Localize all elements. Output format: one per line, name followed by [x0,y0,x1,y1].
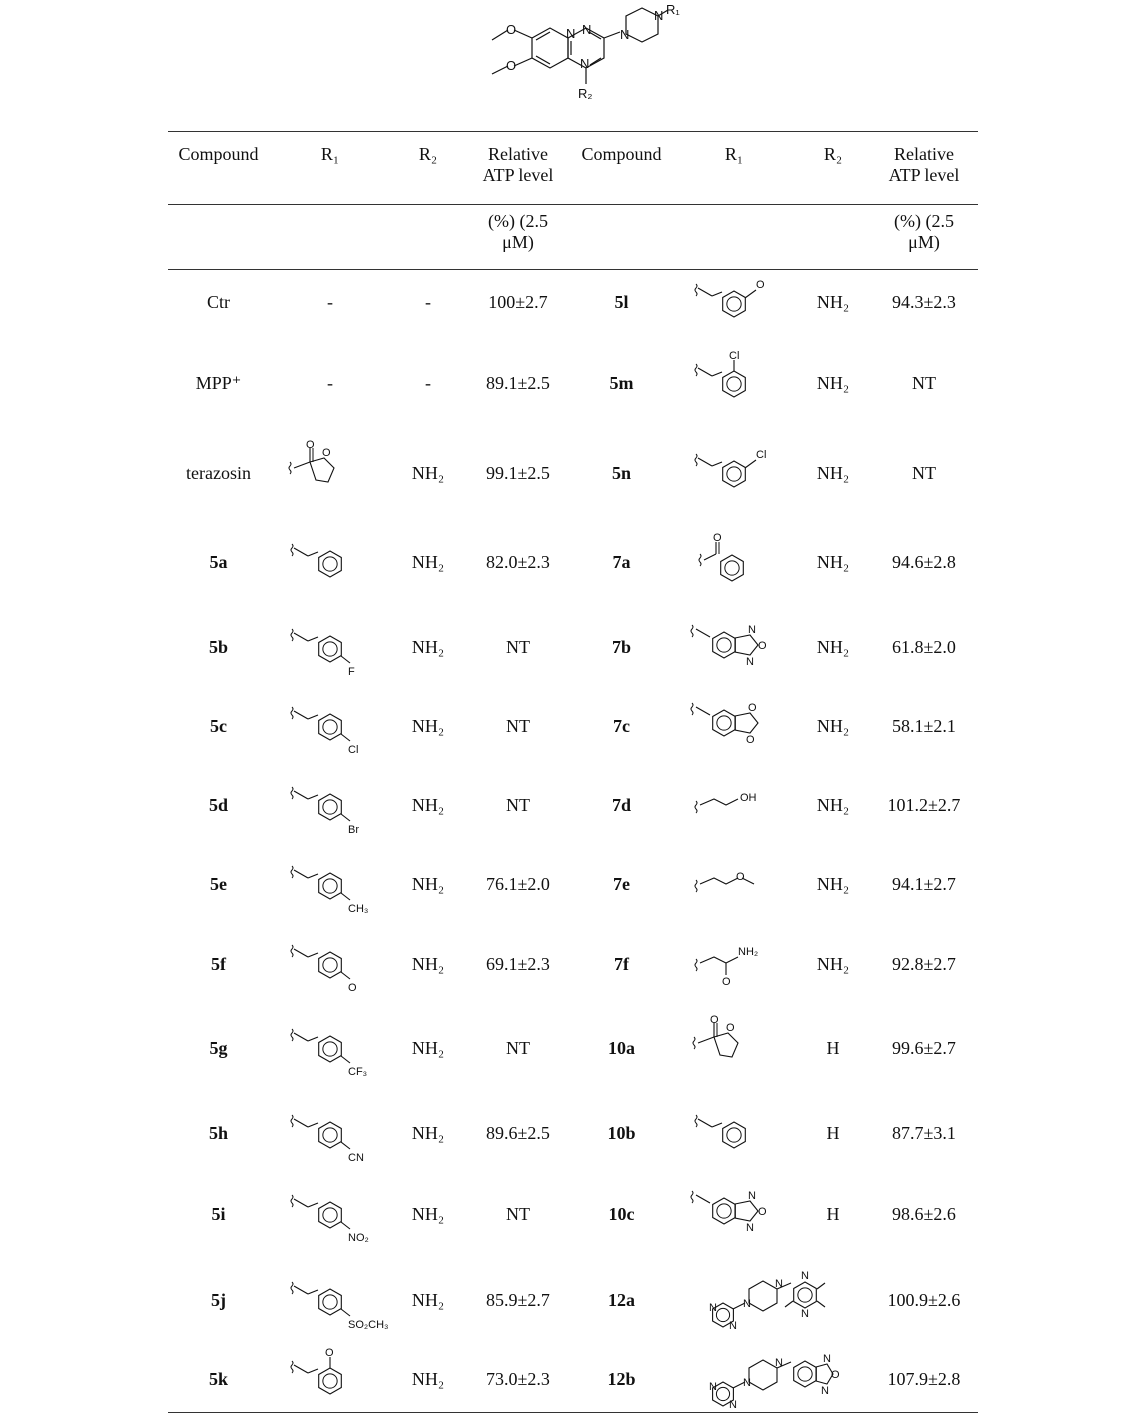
r1-cell [672,431,796,516]
r1-cell [672,270,796,336]
r1-cell: - [327,372,333,393]
compound-cell: 5e [210,874,227,894]
nitrogen-label: N [746,655,754,668]
r2-cell: NH₂ [411,1123,445,1143]
atp-cell: NT [506,1203,530,1224]
table-row [168,686,978,767]
r2-cell: - [425,372,431,393]
atp-cell: 89.1±2.5 [486,372,550,393]
r1-structure-drawing [280,854,380,916]
unit-line1: (%) (2.5 [488,211,548,231]
atp-cell: 100±2.7 [488,292,548,313]
r1-cell [269,516,391,610]
r1-cell [269,845,391,925]
header-atp-line2: ATP level [888,165,960,185]
r1-structure-drawing [684,617,784,679]
substituent-label: CN [348,1151,364,1164]
header-row [168,132,978,205]
atp-cell: 107.9±2.8 [887,1369,961,1389]
substituent-label: O [348,982,357,994]
compound-cell: 5j [211,1290,226,1310]
nitrogen-label: N [823,1352,831,1365]
r2-cell: NH₂ [411,1369,445,1389]
r1-structure-drawing [684,854,784,916]
r1-structure-drawing [280,775,380,837]
atp-cell: 100.9±2.6 [887,1290,961,1310]
atp-cell: NT [912,462,936,483]
nitrogen-label: N [775,1356,783,1369]
compound-cell: 7e [613,874,630,894]
nitrogen-label: N [743,1297,751,1310]
r2-cell: - [425,292,431,313]
substituent-label: O [325,1346,334,1359]
compound-cell: 7c [613,715,630,736]
atp-cell: 82.0±2.3 [486,552,550,572]
r2-cell: NH₂ [411,1203,445,1224]
compound-cell: MPP⁺ [195,372,242,393]
table-row [168,1254,978,1348]
r1-cell [269,686,391,767]
table-row [168,336,978,431]
r1-structure-drawing [280,617,380,679]
oxygen-label: O [748,702,757,714]
r2-cell: NH₂ [411,1037,445,1058]
nitrogen-label: N [801,1269,809,1282]
substituent-label: NO₂ [348,1232,369,1244]
compound-cell: 5b [208,637,228,657]
r1-cell [672,610,796,686]
atp-table [168,131,978,1413]
r1-cell [269,1348,391,1413]
r2-cell: NH₂ [411,637,445,657]
substituent-label: CF₃ [348,1066,368,1078]
scaffold-structure [470,0,680,108]
r1-structure-drawing [280,1270,389,1332]
r1-structure-drawing [684,1014,784,1079]
table-body [168,270,978,1413]
nitrogen-label: N [729,1319,737,1332]
nitrogen-label: N [729,1398,737,1411]
scaffold-n5: N [654,8,664,23]
oxygen-label: O [710,1014,719,1026]
scaffold-n3: N [580,56,590,71]
r2-cell: NH₂ [411,715,445,736]
r1-structure-drawing [684,532,784,594]
r1-structure-drawing [701,1269,841,1333]
oxygen-label: O [306,439,315,451]
nitrogen-label: N [801,1307,809,1320]
compound-cell: 7b [611,637,631,657]
r1-structure-drawing [280,532,380,594]
r1-cell [269,1004,391,1093]
header-r2: R₂ [391,132,465,205]
nitrogen-label: N [743,1376,751,1389]
header-r1: R₁ [269,132,391,205]
r1-cell [269,767,391,845]
header-r1-2: R₁ [672,132,796,205]
atp-cell: NT [506,715,530,736]
header-atp [465,132,571,205]
r1-cell: - [327,292,333,313]
table-row [168,925,978,1004]
nitrogen-label: N [821,1384,829,1397]
substituent-label: Cl [756,449,767,461]
r1-structure-drawing [684,775,784,837]
substituent-label: Cl [348,744,359,756]
r1-cell [672,686,796,767]
r2-cell: NH₂ [816,874,850,894]
compound-cell: 5d [208,795,228,815]
r2-cell: NH₂ [816,953,850,974]
unit-line2: μM) [908,232,940,252]
r2-cell: NH₂ [411,1290,445,1310]
table-row [168,767,978,845]
table-row [168,1175,978,1254]
r2-cell: NH₂ [411,552,445,572]
oxygen-label: O [746,734,755,746]
r1-cell [672,925,796,1004]
r2-cell: H [826,1037,840,1058]
r1-cell [672,767,796,845]
header-atp-2 [870,132,978,205]
r1-structure-drawing [280,1103,380,1165]
oxygen-label: O [713,531,722,544]
table-row [168,1093,978,1175]
r1-structure-drawing [684,352,784,414]
table-row [168,845,978,925]
atp-cell: 61.8±2.0 [892,637,956,657]
compound-cell: 7a [612,552,631,572]
r1-cell [269,1175,391,1254]
r1-cell [672,516,796,610]
compound-cell: 5i [211,1203,226,1224]
compound-cell: 5f [211,953,226,974]
amine-label: NH₂ [738,946,759,958]
substituent-label: CH₃ [348,902,369,915]
r1-structure-drawing [684,272,784,334]
compound-cell: 5n [611,462,631,483]
r1-cell [672,1004,796,1093]
table-row [168,270,978,336]
r1-structure-drawing [280,695,380,757]
unit-line1: (%) (2.5 [894,211,954,231]
r1-cell [269,431,391,516]
r2-cell: NH₂ [816,372,850,393]
hydroxyl-label: OH [740,791,757,804]
atp-cell: 99.6±2.7 [892,1037,956,1058]
header-atp-line1: Relative [488,144,548,164]
r1-structure-drawing [280,1017,380,1079]
compound-cell: Ctr [206,292,230,313]
atp-cell: 69.1±2.3 [486,953,550,974]
compound-cell: 5k [208,1369,228,1389]
atp-cell: 87.7±3.1 [892,1123,956,1143]
r1-structure-drawing [280,1183,380,1245]
atp-cell: 94.3±2.3 [892,292,956,313]
atp-cell: NT [912,372,936,393]
r2-cell: NH₂ [816,292,850,313]
atp-cell: 73.0±2.3 [486,1369,550,1389]
table-row [168,1348,978,1413]
substituent-label: SO₂CH₃ [348,1318,389,1331]
oxygen-label: O [722,976,731,988]
compound-cell: 12b [607,1369,636,1389]
unit-row [168,205,978,270]
r1-cell [672,336,796,431]
r1-structure-drawing [280,439,380,504]
r2-cell: NH₂ [816,462,850,483]
compound-cell: 5c [210,715,227,736]
substituent-label: Cl [729,350,740,362]
substituent-label: F [348,665,355,678]
r1-structure-drawing [684,933,784,995]
oxygen-label: O [736,870,745,883]
table-row [168,1004,978,1093]
table-row [168,610,978,686]
header-r2-2: R₂ [796,132,870,205]
oxygen-label: O [322,447,331,459]
atp-cell: 99.1±2.5 [486,462,550,483]
r1-cell [269,610,391,686]
compound-cell: 10a [608,1037,635,1058]
nitrogen-label: N [709,1380,717,1393]
compound-cell: 12a [608,1290,635,1310]
r2-cell: NH₂ [816,795,850,815]
r2-cell: NH₂ [411,953,445,974]
nitrogen-label: N [746,1222,754,1234]
r1-cell [672,1093,796,1175]
nitrogen-label: N [775,1277,783,1290]
r1-structure-drawing [684,1103,784,1165]
atp-cell: 92.8±2.7 [892,953,956,974]
oxygen-label: O [831,1368,840,1381]
substituent-label: Br [348,823,359,836]
compound-cell: 10c [608,1203,635,1224]
compound-cell: 7f [614,953,629,974]
compound-cell: 7d [611,795,631,815]
atp-cell: NT [506,795,530,815]
r1-cell [672,845,796,925]
atp-cell: 89.6±2.5 [486,1123,550,1143]
header-compound: Compound [168,132,269,205]
quinazoline-scaffold-drawing [470,0,680,108]
scaffold-o2: O [506,58,517,73]
scaffold-n1: N [566,26,576,41]
scaffold-r2: R₂ [578,86,593,101]
header-atp-line2: ATP level [482,165,554,185]
scaffold-r1: R₁ [666,2,680,17]
atp-cell: 101.2±2.7 [887,795,961,815]
r1-cell [269,925,391,1004]
scaffold-o1: O [506,22,517,37]
unit-atp [465,205,571,270]
compound-cell: 5m [609,372,634,393]
r1-structure-drawing [701,1348,841,1412]
r1-structure-drawing [684,695,784,757]
r1-cell [672,1175,796,1254]
r1-structure-drawing [684,1183,784,1245]
unit-line2: μM) [502,232,534,252]
r1-structure-drawing [684,442,784,504]
substituent-label: O [756,278,765,291]
compound-cell: 5g [209,1037,228,1058]
nitrogen-label: N [709,1301,717,1314]
oxygen-label: O [758,1206,767,1218]
oxygen-label: O [758,639,767,652]
r2-cell: NH₂ [411,874,445,894]
header-compound-2: Compound [571,132,672,205]
atp-cell: 98.6±2.6 [892,1203,956,1224]
r1-structure-drawing [280,933,380,995]
atp-cell: 85.9±2.7 [486,1290,550,1310]
r1-cell [672,1348,870,1413]
scaffold-n2: N [582,22,592,37]
nitrogen-label: N [748,623,756,636]
r1-cell [269,1093,391,1175]
scaffold-n4: N [620,27,630,42]
atp-cell: 58.1±2.1 [892,715,956,736]
r2-cell: NH₂ [816,637,850,657]
r2-cell: NH₂ [816,715,850,736]
compound-cell: 10b [607,1123,636,1143]
table-row [168,431,978,516]
r2-cell: NH₂ [411,462,445,483]
r1-structure-drawing [280,1346,380,1411]
compound-cell: 5l [614,292,629,313]
r2-cell: H [826,1123,840,1143]
table-row [168,516,978,610]
nitrogen-label: N [748,1190,756,1202]
r1-cell [269,1254,391,1348]
atp-cell: 76.1±2.0 [486,874,550,894]
header-atp-line1: Relative [894,144,954,164]
atp-cell: 94.1±2.7 [892,874,956,894]
r1-cell [672,1254,870,1348]
atp-cell: 94.6±2.8 [892,552,956,572]
r2-cell: H [826,1203,840,1224]
oxygen-label: O [726,1022,735,1034]
atp-cell: NT [506,637,530,657]
compound-cell: terazosin [186,462,251,483]
compound-cell: 5h [208,1123,228,1143]
atp-cell: NT [506,1037,530,1058]
compound-cell: 5a [209,552,228,572]
r2-cell: NH₂ [816,552,850,572]
r2-cell: NH₂ [411,795,445,815]
unit-atp-2 [870,205,978,270]
